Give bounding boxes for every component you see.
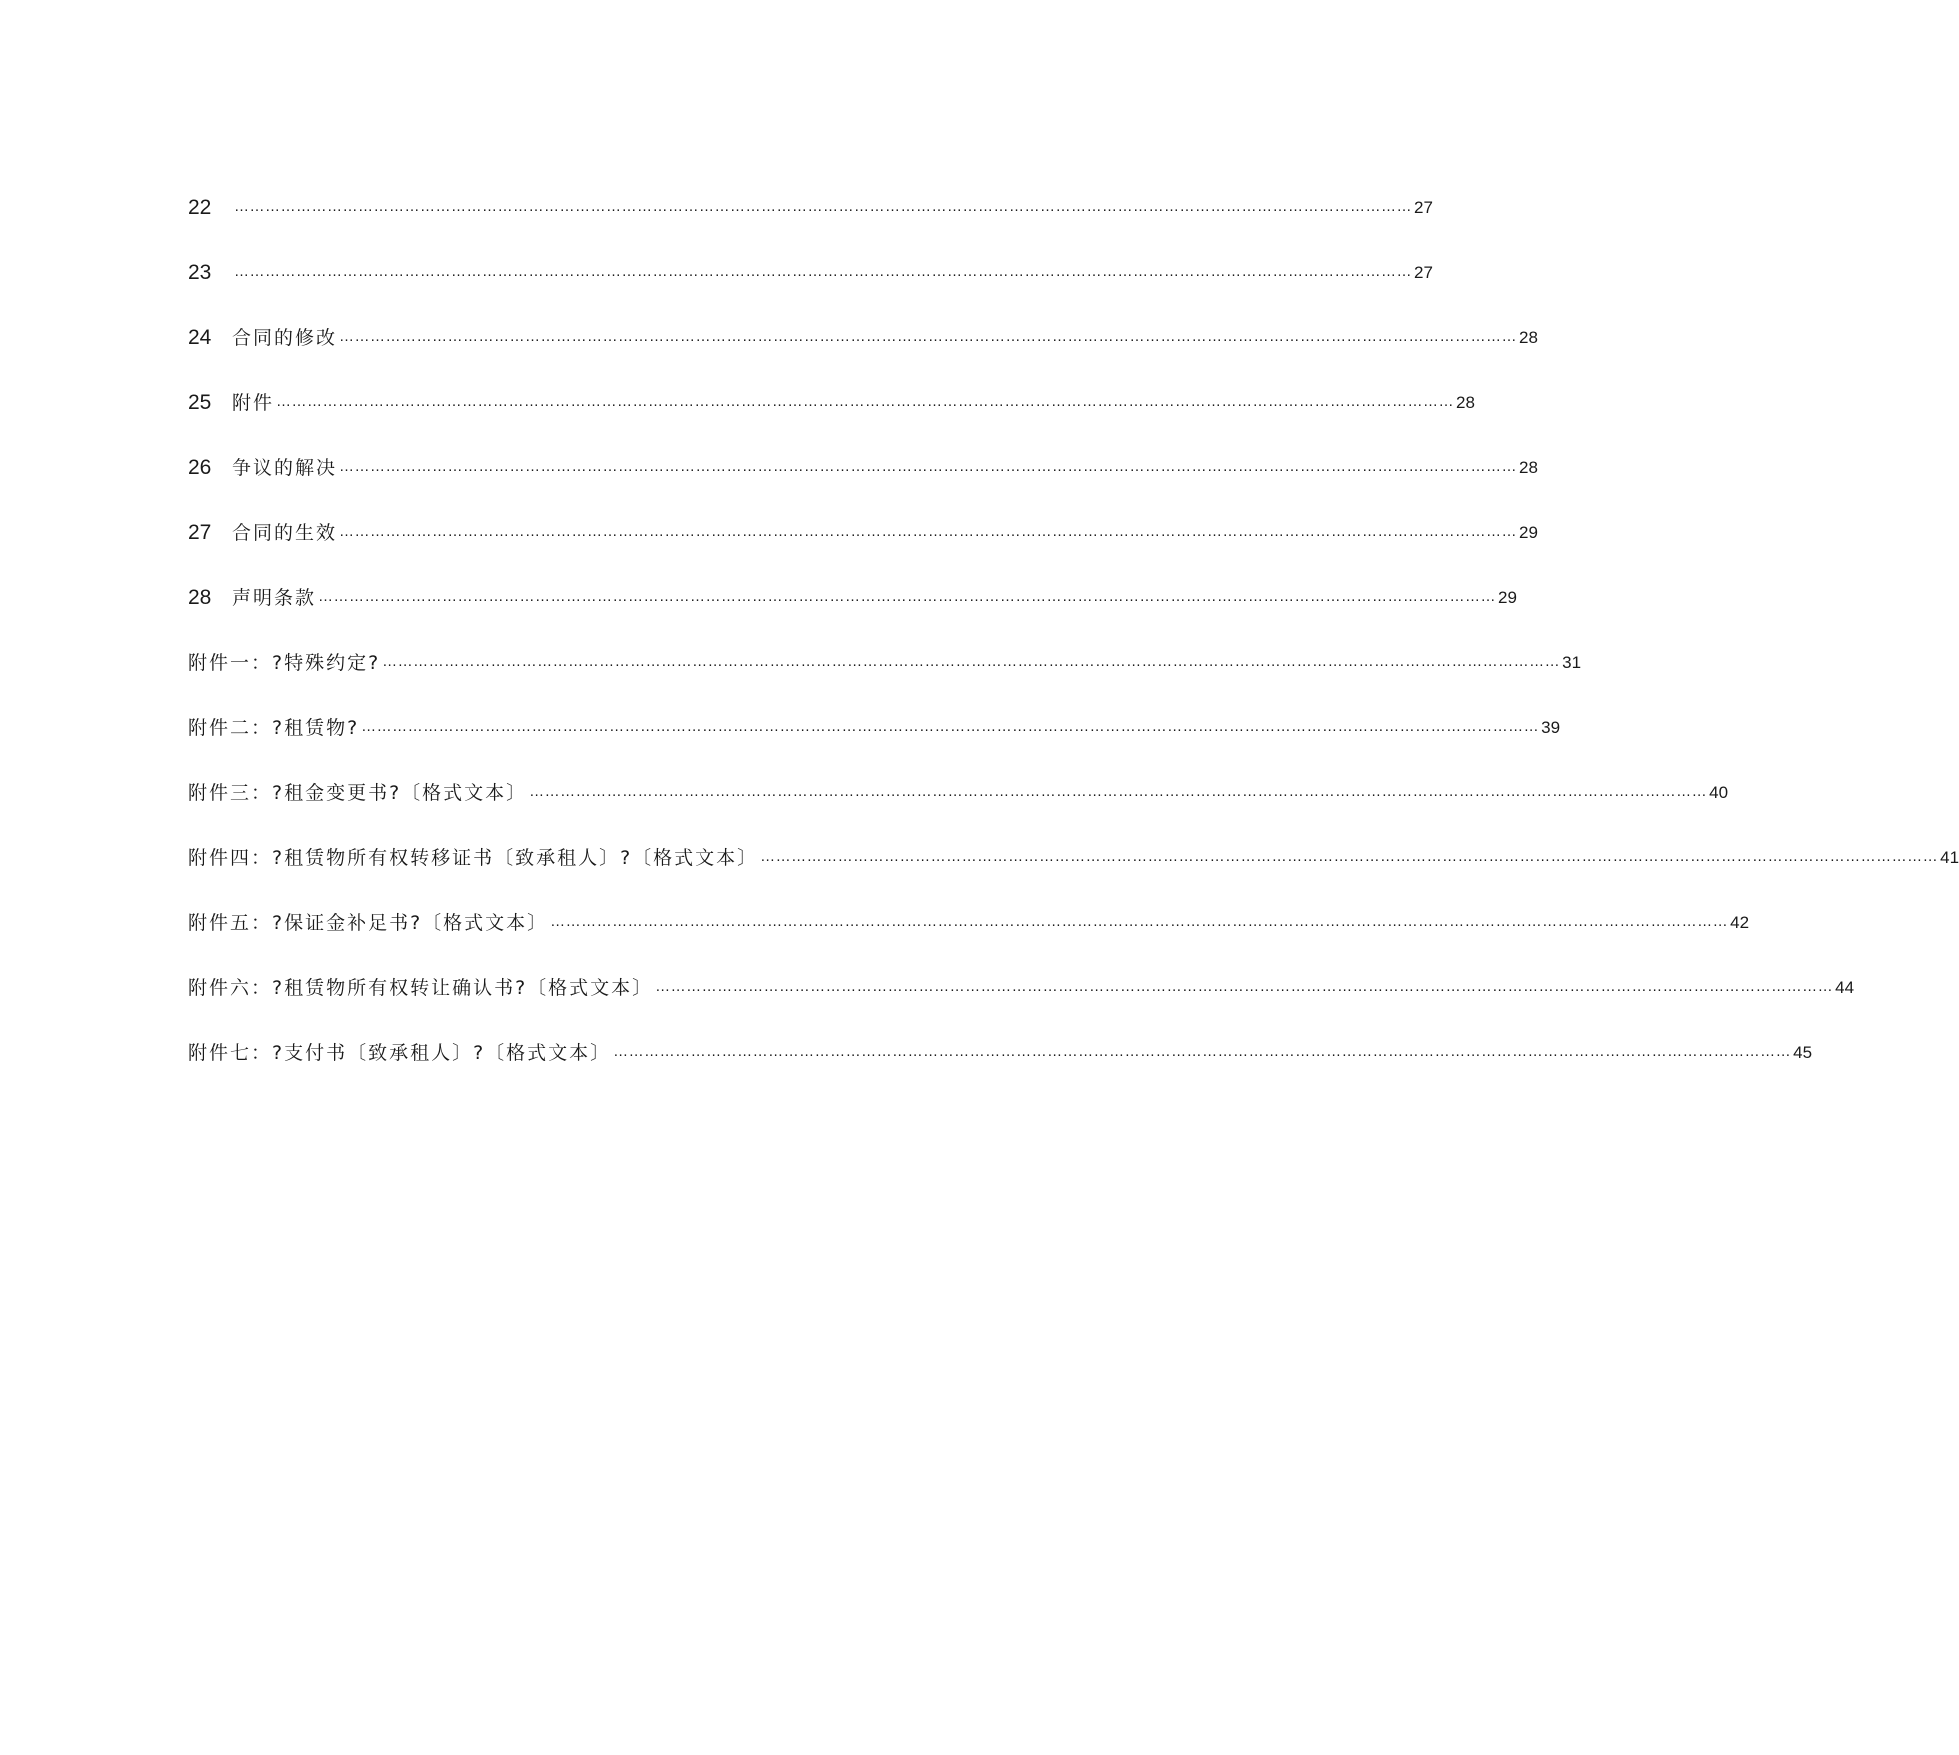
toc-entry-title: 附件四：?租赁物所有权转移证书〔致承租人〕?〔格式文本〕: [188, 847, 759, 869]
toc-entry-annex-3[interactable]: [188, 743, 1729, 808]
toc-entry-number: 26: [188, 456, 212, 479]
toc-entry-22[interactable]: [188, 158, 1433, 223]
toc-entry-title: 附件六：?租赁物所有权转让确认书?〔格式文本〕: [188, 977, 654, 999]
toc-entry-title: 附件一：?特殊约定?: [188, 652, 381, 674]
toc-entry-title: 附件: [232, 392, 275, 414]
toc-entry-annex-4[interactable]: [188, 808, 1959, 873]
toc-entry-title: 声明条款: [232, 587, 317, 609]
dot-leader: …………………………………………………………………………………………………………………………………………………………………………………………………………: [550, 913, 1729, 930]
dot-leader: …………………………………………………………………………………………………………………………………………………………………………………………………………: [339, 328, 1518, 345]
toc-entry-title: 争议的解决: [232, 457, 338, 479]
toc-entry-page: 28: [1456, 393, 1475, 412]
dot-leader: …………………………………………………………………………………………………………………………………………………………………………………………………………: [361, 718, 1540, 735]
dot-leader: …………………………………………………………………………………………………………………………………………………………………………………………………………: [613, 1043, 1792, 1060]
toc-entry-page: 39: [1541, 718, 1561, 737]
dot-leader: …………………………………………………………………………………………………………………………………………………………………………………………………………: [276, 393, 1455, 410]
toc-entry-annex-1[interactable]: [188, 613, 1582, 678]
toc-entry-number: 22: [188, 196, 212, 219]
dot-leader: …………………………………………………………………………………………………………………………………………………………………………………………………………: [339, 458, 1518, 475]
toc-entry-page: 29: [1519, 523, 1538, 542]
toc-entry-annex-7[interactable]: [188, 1003, 1813, 1068]
toc-entry-title: 附件七：?支付书〔致承租人〕?〔格式文本〕: [188, 1042, 612, 1064]
toc-entry-26[interactable]: [188, 418, 1538, 483]
dot-leader: …………………………………………………………………………………………………………………………………………………………………………………………………………: [318, 588, 1497, 605]
toc-entry-page: 42: [1730, 913, 1750, 932]
toc-entry-number: 27: [188, 521, 212, 544]
toc-entry-number: 24: [188, 326, 212, 349]
dot-leader: …………………………………………………………………………………………………………………………………………………………………………………………………………: [339, 523, 1518, 540]
toc-entry-annex-6[interactable]: [188, 938, 1855, 1003]
toc-entry-title: 附件五：?保证金补足书?〔格式文本〕: [188, 912, 549, 934]
toc-entry-23[interactable]: [188, 223, 1433, 288]
toc-entry-number: 28: [188, 586, 212, 609]
toc-entry-annex-5[interactable]: [188, 873, 1750, 938]
toc-entry-page: 31: [1562, 653, 1582, 672]
toc-entry-page: 28: [1519, 328, 1538, 347]
table-of-contents: [188, 158, 1959, 1068]
toc-entry-page: 28: [1519, 458, 1538, 477]
dot-leader: …………………………………………………………………………………………………………………………………………………………………………………………………………: [655, 978, 1834, 995]
toc-entry-title: 附件三：?租金变更书?〔格式文本〕: [188, 782, 528, 804]
dot-leader: …………………………………………………………………………………………………………………………………………………………………………………………………………: [234, 263, 1412, 280]
dot-leader: …………………………………………………………………………………………………………………………………………………………………………………………………………: [529, 783, 1708, 800]
toc-entry-27[interactable]: [188, 483, 1538, 548]
toc-entry-number: 25: [188, 391, 212, 414]
dot-leader: …………………………………………………………………………………………………………………………………………………………………………………………………………: [382, 653, 1561, 670]
toc-entry-annex-2[interactable]: [188, 678, 1561, 743]
toc-entry-24[interactable]: [188, 288, 1538, 353]
dot-leader: …………………………………………………………………………………………………………………………………………………………………………………………………………: [234, 198, 1412, 215]
dot-leader: …………………………………………………………………………………………………………………………………………………………………………………………………………: [760, 848, 1939, 865]
toc-entry-number: 23: [188, 261, 212, 284]
toc-entry-page: 29: [1498, 588, 1517, 607]
toc-entry-page: 27: [1414, 263, 1433, 282]
toc-entry-page: 45: [1793, 1043, 1813, 1062]
toc-entry-title: 合同的生效: [232, 522, 338, 544]
toc-entry-title: 附件二：?租赁物?: [188, 717, 360, 739]
toc-entry-page: 40: [1709, 783, 1729, 802]
toc-entry-page: 27: [1414, 198, 1433, 217]
toc-entry-title: 合同的修改: [232, 327, 338, 349]
toc-entry-25[interactable]: [188, 353, 1475, 418]
toc-entry-page: 41: [1940, 848, 1959, 867]
toc-entry-page: 44: [1835, 978, 1855, 997]
toc-entry-28[interactable]: [188, 548, 1517, 613]
